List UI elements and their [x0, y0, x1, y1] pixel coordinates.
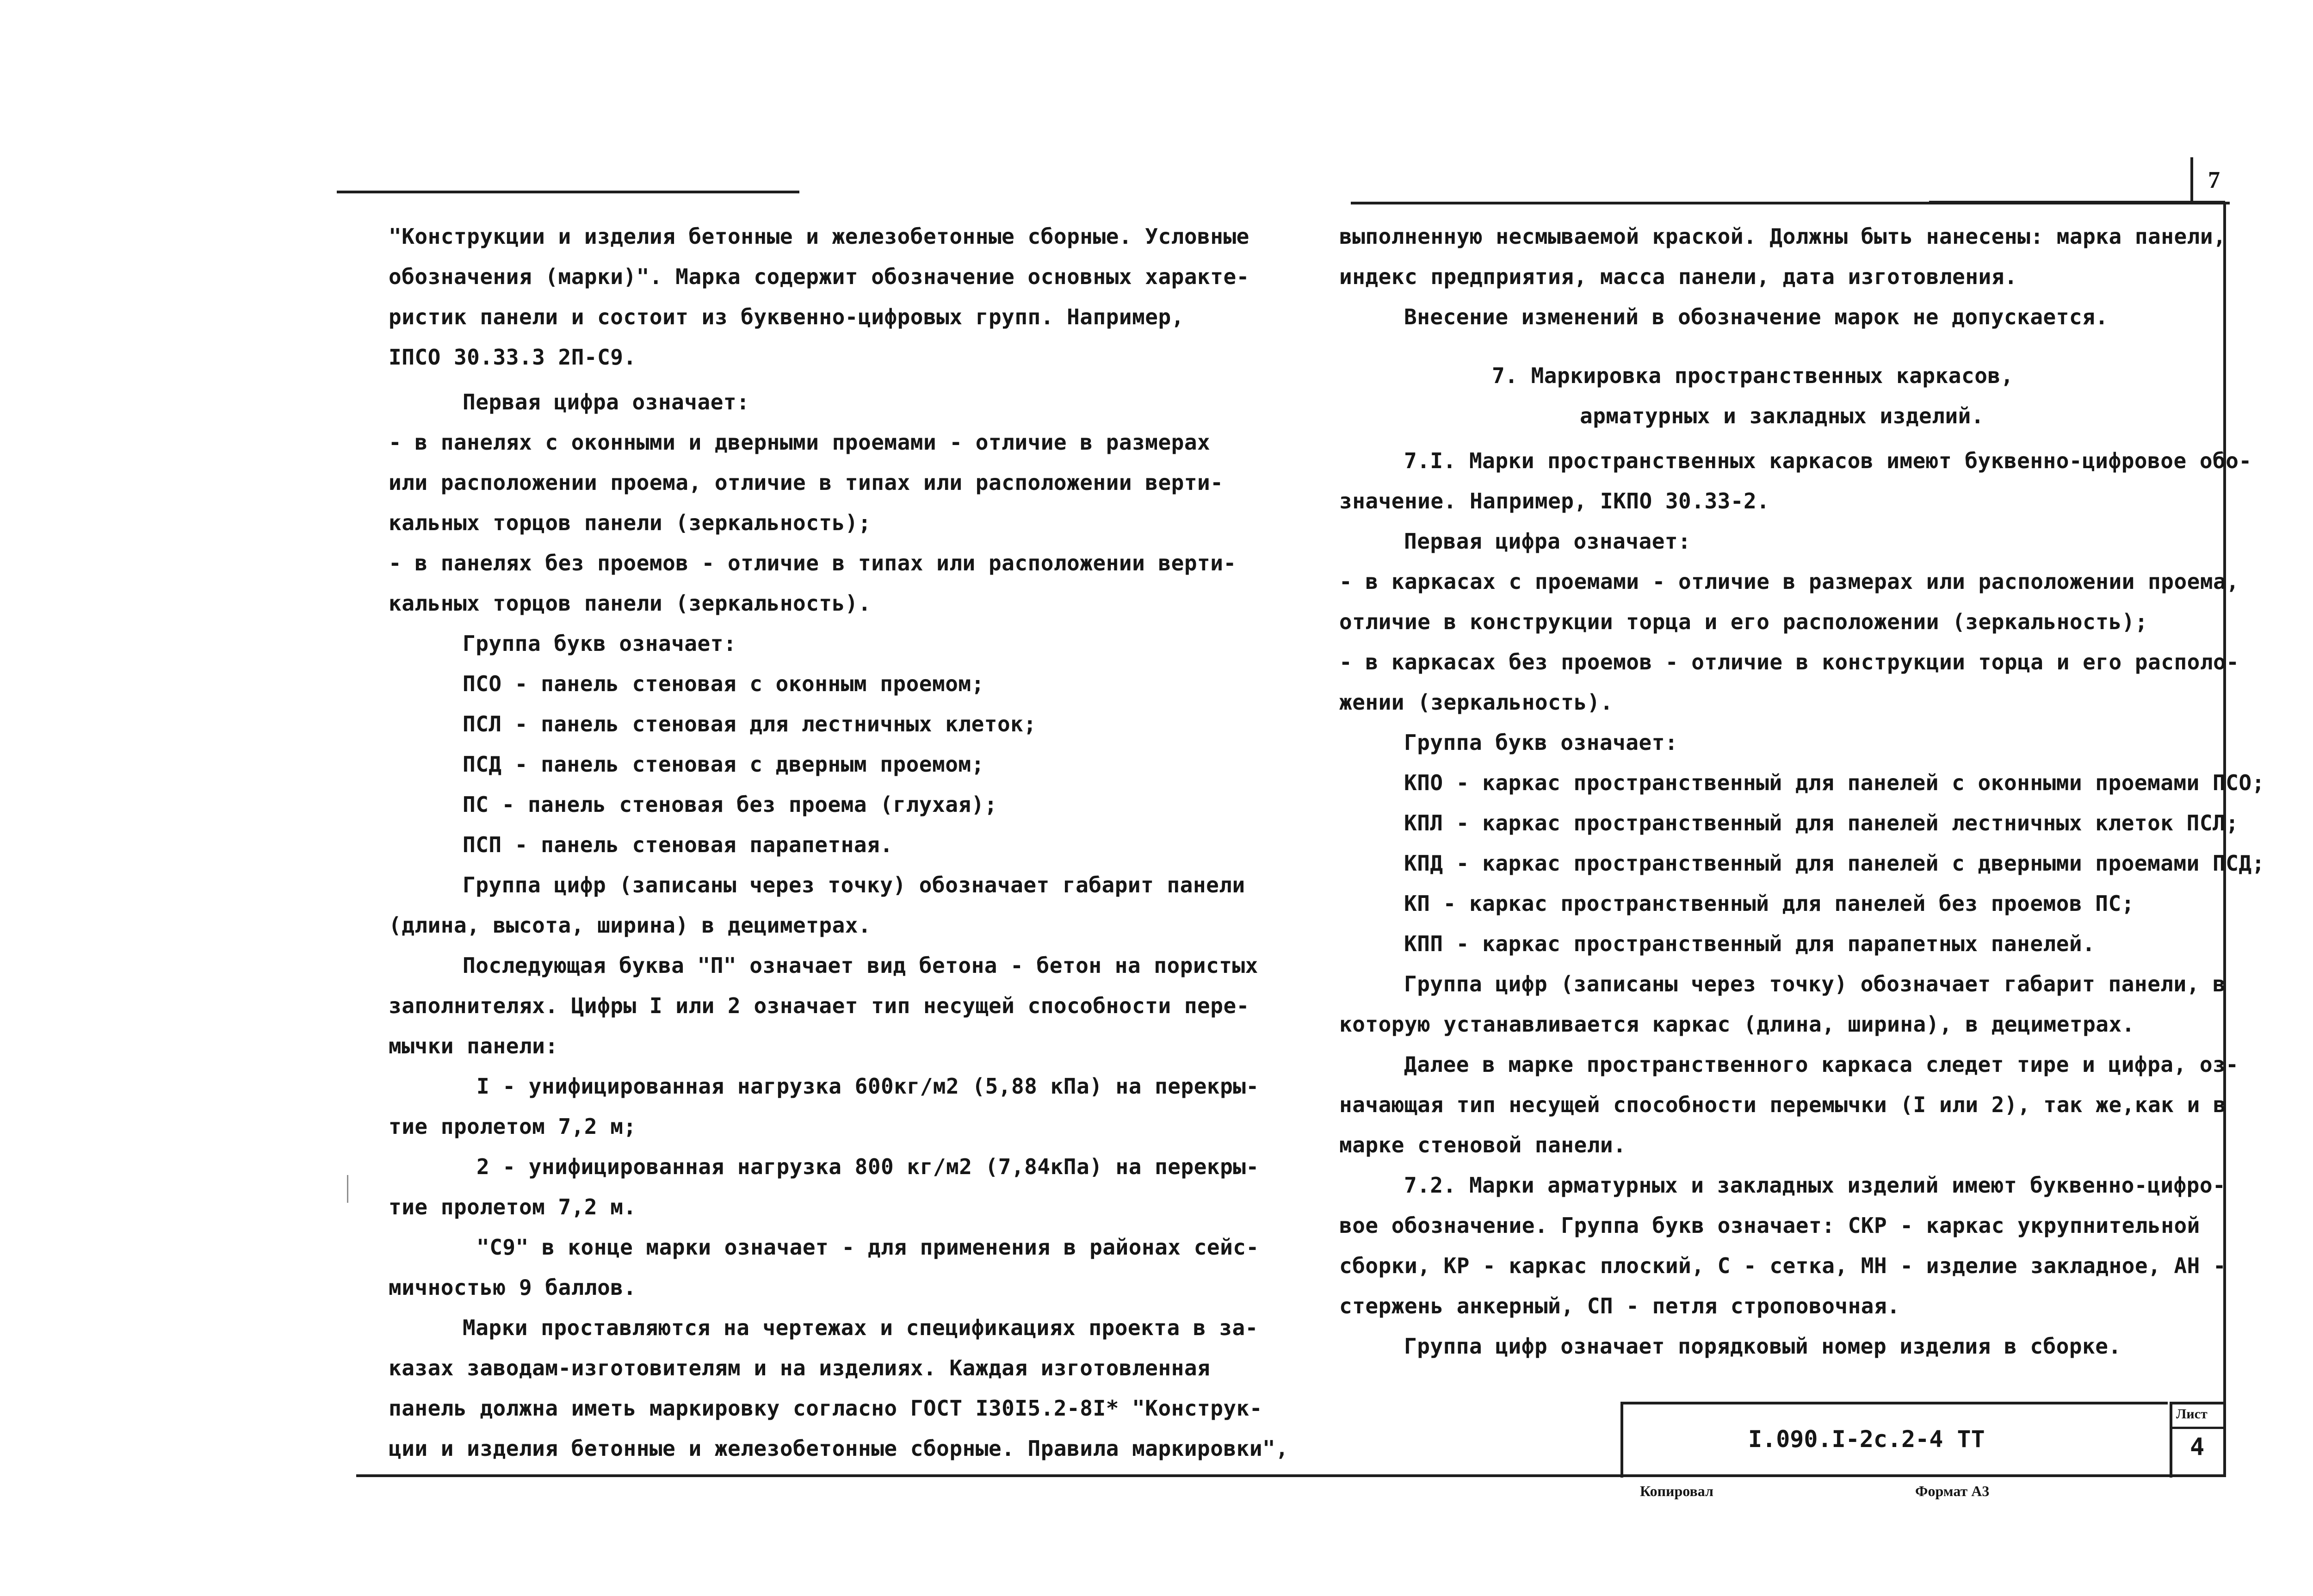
- text-line: марке стеновой панели.: [1339, 1132, 1627, 1157]
- text-line: кальных торцов панели (зеркальность);: [389, 510, 872, 535]
- text-line: КПЛ - каркас пространственный для панелей лестничных клеток ПСЛ;: [1404, 810, 2239, 835]
- text-line: ПСД - панель стеновая с дверным проемом;: [463, 752, 984, 777]
- text-line: ПСП - панель стеновая парапетная.: [463, 832, 893, 857]
- text-line: значение. Например, IКПО 30.33-2.: [1339, 489, 1770, 513]
- sheet-divider: [2172, 1427, 2226, 1429]
- text-line: Первая цифра означает:: [1404, 529, 1691, 554]
- text-line: Группа цифр (записаны через точку) обозначает габарит панели: [463, 872, 1245, 897]
- text-line: IПСО 30.33.3 2П-С9.: [389, 345, 637, 370]
- sheet-number: 4: [2190, 1433, 2205, 1461]
- text-line: обозначения (марки)". Марка содержит обозначение основных характе-: [389, 264, 1249, 289]
- top-rule-short: [1929, 201, 2225, 203]
- text-line: казах заводам-изготовителям и на изделиях. Каждая изготовленная: [389, 1355, 1211, 1380]
- text-line: индекс предприятия, масса панели, дата изготовления.: [1339, 264, 2018, 289]
- text-line: - в каркасах с проемами - отличие в размерах или расположении проема,: [1339, 569, 2239, 594]
- sheet-box: [2170, 1402, 2226, 1478]
- page-num-divider: [2190, 157, 2193, 202]
- text-line: кальных торцов панели (зеркальность).: [389, 591, 872, 616]
- text-line: начающая тип несущей способности перемычки (I или 2), так же,как и в: [1339, 1092, 2226, 1117]
- section-heading: арматурных и закладных изделий.: [1580, 403, 1985, 428]
- text-line: сборки, КР - каркас плоский, С - сетка, МН - изделие закладное, АН -: [1339, 1253, 2226, 1278]
- text-line: ПСО - панель стеновая с оконным проемом;: [463, 671, 984, 696]
- copied-label: Копировал: [1640, 1483, 1713, 1499]
- text-line: Марки проставляются на чертежах и спецификациях проекта в за-: [463, 1315, 1258, 1340]
- text-line: Группа букв означает:: [1404, 730, 1678, 755]
- text-line: - в панелях без проемов - отличие в типах или расположении верти-: [389, 551, 1237, 575]
- text-line: мычки панели:: [389, 1033, 558, 1058]
- text-line: КП - каркас пространственный для панелей без проемов ПС;: [1404, 891, 2134, 916]
- text-line: (длина, высота, ширина) в дециметрах.: [389, 913, 872, 938]
- text-line: КПД - каркас пространственный для панелей с дверными проемами ПСД;: [1404, 851, 2265, 876]
- text-line: ПСЛ - панель стеновая для лестничных клеток;: [463, 711, 1037, 736]
- text-line: Последующая буква "П" означает вид бетона - бетон на пористых: [463, 953, 1258, 978]
- text-line: которую устанавливается каркас (длина, ширина), в дециметрах.: [1339, 1012, 2135, 1037]
- text-line: мичностью 9 баллов.: [389, 1275, 637, 1300]
- left-margin-mark: [347, 1175, 348, 1203]
- text-line: ции и изделия бетонные и железобетонные сборные. Правила маркировки",: [389, 1436, 1289, 1461]
- text-line: тие пролетом 7,2 м;: [389, 1114, 637, 1139]
- text-line: вое обозначение. Группа букв означает: СКР - каркас укрупнительной: [1339, 1213, 2200, 1238]
- text-line: КПП - каркас пространственный для парапетных панелей.: [1404, 931, 2096, 956]
- text-line: I - унифицированная нагрузка 600кг/м2 (5,88 кПа) на перекры-: [476, 1074, 1259, 1099]
- text-line: панель должна иметь маркировку согласно ГОСТ I30I5.2-8I* "Конструк-: [389, 1396, 1263, 1421]
- text-line: КПО - каркас пространственный для панелей с оконными проемами ПСО;: [1404, 770, 2265, 795]
- text-line: Далее в марке пространственного каркаса следет тире и цифра, оз-: [1404, 1052, 2239, 1077]
- text-line: Внесение изменений в обозначение марок не допускается.: [1404, 304, 2109, 329]
- top-rule-left: [337, 191, 799, 193]
- text-line: тие пролетом 7,2 м.: [389, 1194, 637, 1219]
- text-line: Группа цифр означает порядковый номер изделия в сборке.: [1404, 1334, 2121, 1359]
- right-column: [1339, 217, 2265, 1367]
- text-line: отличие в конструкции торца и его расположении (зеркальность);: [1339, 609, 2148, 634]
- page-number: 7: [2208, 167, 2220, 193]
- text-line: 7.2. Марки арматурных и закладных изделий имеют буквенно-цифро-: [1404, 1173, 2226, 1198]
- format-label: Формат А3: [1915, 1483, 1990, 1499]
- text-line: 2 - унифицированная нагрузка 800 кг/м2 (7,84кПа) на перекры-: [476, 1154, 1259, 1179]
- text-line: - в панелях с оконными и дверными проемами - отличие в размерах: [389, 430, 1211, 455]
- text-line: выполненную несмываемой краской. Должны быть нанесены: марка панели,: [1339, 224, 2226, 249]
- sheet-label: Лист: [2176, 1406, 2208, 1422]
- text-line: жении (зеркальность).: [1339, 690, 1614, 715]
- text-line: стержень анкерный, СП - петля строповочная.: [1339, 1293, 1900, 1318]
- text-line: заполнителях. Цифры I или 2 означает тип несущей способности пере-: [389, 993, 1249, 1018]
- text-line: - в каркасах без проемов - отличие в конструкции торца и его располо-: [1339, 650, 2239, 674]
- text-line: "С9" в конце марки означает - для применения в районах сейс-: [476, 1235, 1259, 1260]
- text-line: ПС - панель стеновая без проема (глухая);: [463, 792, 997, 817]
- section-heading: 7. Маркировка пространственных каркасов,: [1492, 363, 2014, 388]
- text-line: Группа букв означает:: [463, 631, 737, 656]
- text-line: "Конструкции и изделия бетонные и железобетонные сборные. Условные: [389, 224, 1249, 249]
- left-column: [389, 217, 1291, 1469]
- title-block: [1620, 1402, 2168, 1478]
- text-line: ристик панели и состоит из буквенно-цифровых групп. Например,: [389, 304, 1184, 329]
- text-line: или расположении проема, отличие в типах или расположении верти-: [389, 470, 1224, 495]
- document-code: I.090.I-2с.2-4 ТТ: [1748, 1426, 1985, 1453]
- text-line: Группа цифр (записаны через точку) обозначает габарит панели, в: [1404, 971, 2226, 996]
- text-line: 7.I. Марки пространственных каркасов имеют буквенно-цифровое обо-: [1404, 448, 2252, 473]
- text-line: Первая цифра означает:: [463, 390, 750, 414]
